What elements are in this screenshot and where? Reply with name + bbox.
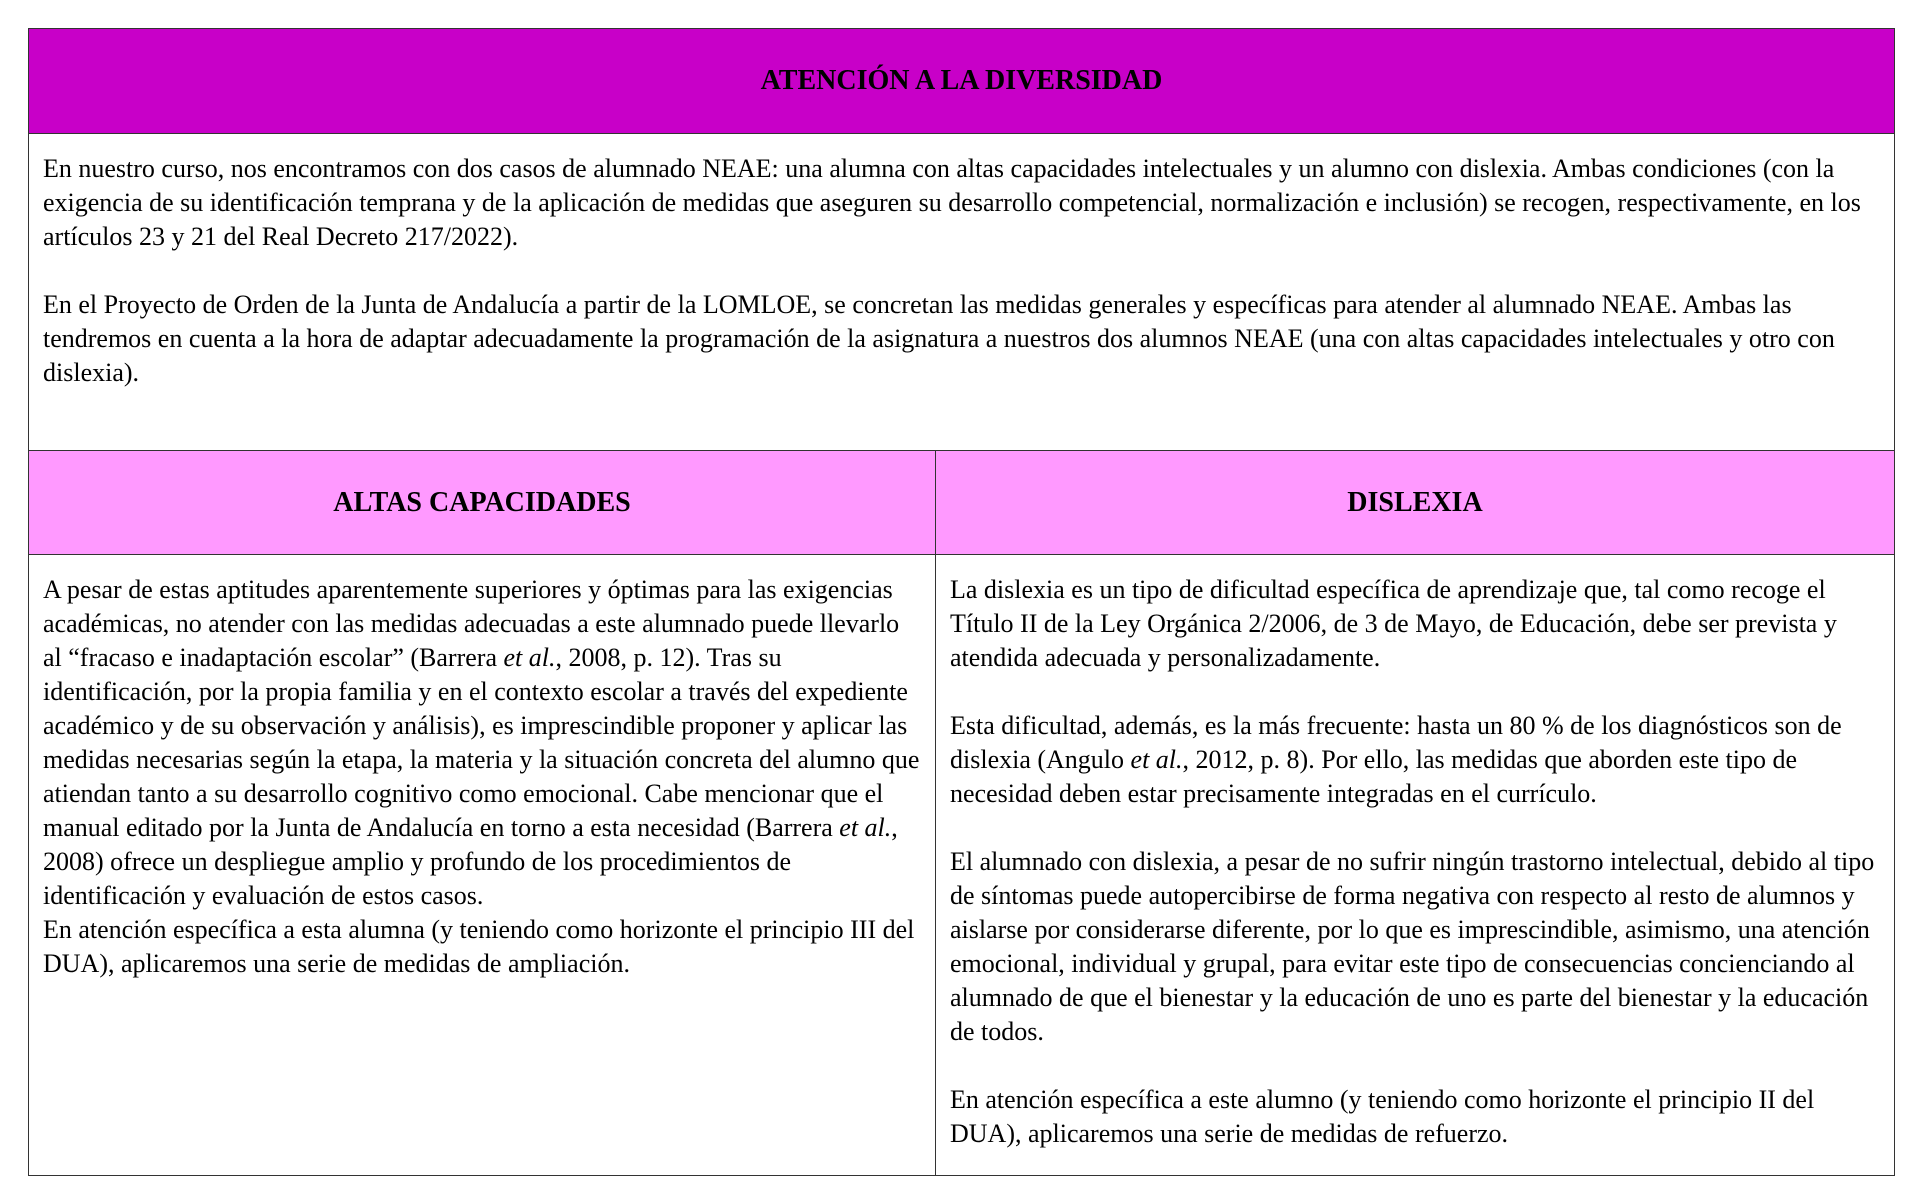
- intro-paragraph-1: En nuestro curso, nos encontramos con dos casos de alumnado NEAE: una alumna con altas capacidades intelectuales y un alumno con dislexia. Ambas condiciones (con la exigencia de su identificación temprana y de la aplicación de medidas que aseguren su desarrollo competencial, normalización e inclusión) se recogen, respectivamente, en los artículos 23 y 21 del Real Decreto 217/2022).: [43, 154, 1861, 251]
- dislexia-header-cell: [936, 451, 1895, 555]
- diversity-table: [28, 28, 1895, 1176]
- altas-capacidades-header-cell: [29, 451, 936, 555]
- dislexia-paragraph-1: La dislexia es un tipo de dificultad específica de aprendizaje que, tal como recoge el Título II de la Ley Orgánica 2/2006, de 3 de Mayo, de Educación, debe ser prevista y atendida adecuada y personalizadamente.: [950, 575, 1837, 672]
- dislexia-title: DISLEXIA: [1347, 486, 1483, 518]
- dislexia-paragraph-4: En atención específica a este alumno (y teniendo como horizonte el principio II del DUA), aplicaremos una serie de medidas de refuerzo.: [950, 1085, 1815, 1148]
- dislexia-body: [936, 555, 1895, 1176]
- intro-paragraph-2: En el Proyecto de Orden de la Junta de Andalucía a partir de la LOMLOE, se concretan las medidas generales y específicas para atender al alumnado NEAE. Ambas las tendremos en cuenta a la hora de adaptar adecuadamente la programación de la asignatura a nuestros dos alumnos NEAE (una con altas capacidades intelectuales y otro con dislexia).: [43, 290, 1835, 387]
- altas-capacidades-paragraph-2: En atención específica a esta alumna (y teniendo como horizonte el principio III del DUA), aplicaremos una serie de medidas de ampliación.: [43, 915, 915, 978]
- text-run: A pesar de estas aptitudes aparentemente superiores y óptimas para las exigencias académicas, no atender con las medidas adecuadas a este alumnado puede llevarlo al “fracaso e inadaptación escolar” (Barrera: [43, 575, 900, 672]
- text-run: , 2008) ofrece un despliegue amplio y profundo de los procedimientos de identificación y evaluación de estos casos.: [43, 813, 898, 910]
- citation-italic: et al.: [1130, 745, 1183, 774]
- intro-cell: [29, 134, 1895, 451]
- altas-capacidades-title: ALTAS CAPACIDADES: [333, 486, 631, 518]
- dislexia-paragraph-3: El alumnado con dislexia, a pesar de no sufrir ningún trastorno intelectual, debido al tipo de síntomas puede autopercibirse de forma negativa con respecto al resto de alumnos y aislarse por considerarse diferente, por lo que es imprescindible, asimismo, una atención emocional, individual y grupal, para evitar este tipo de consecuencias concienciando al alumnado de que el bienestar y la educación de uno es parte del bienestar y la educación de todos.: [950, 847, 1875, 1046]
- dislexia-paragraph-2: [950, 709, 1880, 811]
- main-header-cell: [29, 29, 1895, 134]
- citation-italic: et al.: [839, 813, 892, 842]
- main-header-title: ATENCIÓN A LA DIVERSIDAD: [760, 65, 1163, 96]
- text-run: , 2012, p. 8). Por ello, las medidas que aborden este tipo de necesidad deben estar precisamente integradas en el currículo.: [950, 745, 1798, 808]
- altas-capacidades-body: [29, 555, 936, 1176]
- citation-italic: et al.: [503, 643, 556, 672]
- altas-capacidades-paragraph-1: [43, 573, 921, 913]
- text-run: , 2008, p. 12). Tras su identificación, por la propia familia y en el contexto escolar a través del expediente académico y de su observación y análisis), es imprescindible proponer y aplicar las medidas necesarias según la etapa, la materia y la situación concreta del alumno que atiendan tanto a su desarrollo cognitivo como emocional. Cabe mencionar que el manual editado por la Junta de Andalucía en torno a esta necesidad (Barrera: [43, 643, 920, 842]
- text-run: Esta dificultad, además, es la más frecuente: hasta un 80 % de los diagnósticos son de dislexia (Angulo: [950, 711, 1842, 774]
